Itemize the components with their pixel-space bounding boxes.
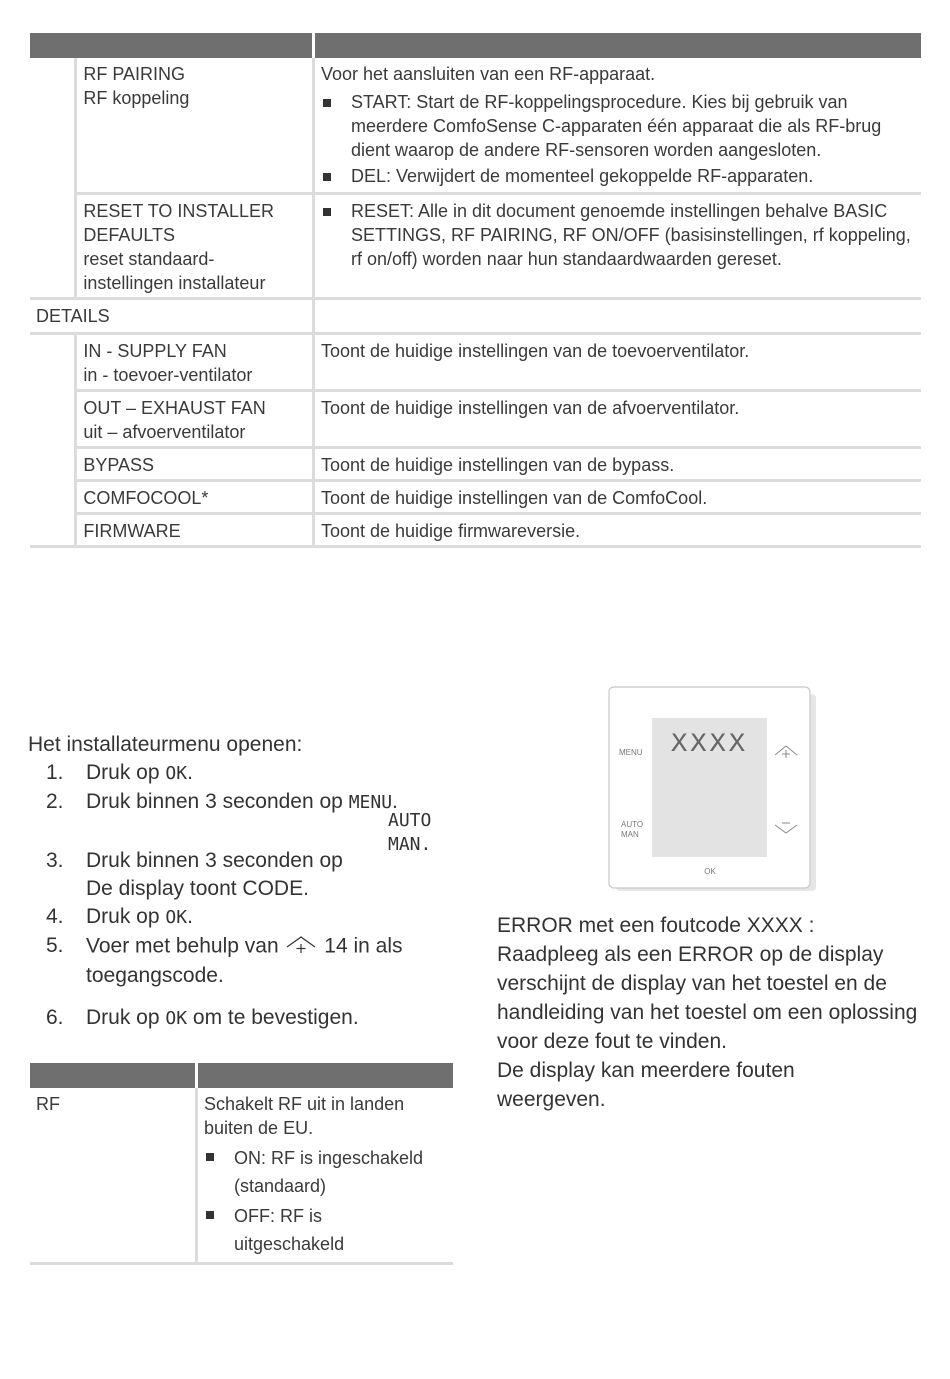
row-description: Toont de huidige instellingen van de toevoerventilator. — [320, 341, 750, 361]
row-description: Toont de huidige instellingen van de ComfoCool. — [320, 488, 708, 508]
list-item: ON: RF is ingeschakeld (standaard) — [204, 1144, 434, 1200]
auto-man-key-label — [388, 809, 431, 857]
man-label: MAN — [621, 830, 639, 839]
installer-instructions — [28, 731, 468, 1033]
table-row — [30, 194, 921, 299]
step-text: 14 in als — [318, 934, 403, 958]
step-text: . — [187, 761, 193, 784]
up-arrow-plus-icon — [284, 932, 318, 962]
label-line: RESET TO INSTALLER DEFAULTS — [83, 201, 275, 245]
bullet-list — [204, 1144, 447, 1258]
bullet-list — [321, 199, 917, 271]
step-text: om te bevestigen. — [187, 1006, 359, 1029]
step-text: . — [392, 790, 398, 813]
step-text: Druk op — [86, 761, 166, 784]
row-description — [198, 1088, 453, 1262]
label-line: reset standaard-instellingen installateur — [83, 249, 266, 293]
table-row — [30, 58, 921, 194]
error-explanation — [497, 911, 937, 1114]
device-screen-text: XXXX — [670, 729, 749, 758]
comfosense-device-illustration — [608, 686, 820, 894]
error-text: De display kan meerdere fouten weergeven. — [497, 1059, 795, 1111]
label-line: uit – afvoerventilator — [83, 422, 246, 442]
section-row — [30, 299, 921, 334]
step-number: 6. — [46, 1006, 64, 1029]
step-number: 2. — [46, 790, 64, 813]
table-row — [30, 391, 921, 448]
header-cell — [30, 1063, 197, 1088]
auto-man-button-label — [621, 820, 643, 840]
row-label: BYPASS — [83, 455, 155, 475]
table-header — [30, 33, 921, 58]
step-number: 5. — [46, 934, 64, 957]
table-row — [30, 514, 921, 547]
step-item — [28, 759, 468, 788]
auto-label: AUTO — [621, 820, 644, 829]
label-line: RF PAIRING — [83, 64, 185, 84]
description-text: Schakelt RF uit in landen buiten de EU. — [204, 1094, 405, 1138]
row-description — [315, 195, 921, 275]
step-text: Druk op — [86, 1006, 166, 1029]
table-row — [30, 334, 921, 391]
step-list — [28, 759, 468, 1033]
man-key-line — [388, 833, 431, 857]
step-item — [28, 1004, 468, 1033]
header-cell — [30, 33, 76, 58]
step-text: Druk op — [86, 905, 166, 928]
header-cell — [313, 33, 921, 58]
rf-table — [30, 1063, 453, 1265]
step-number: 3. — [46, 849, 64, 872]
instructions-lead: Het installateurmenu openen: — [28, 733, 303, 756]
step-item — [28, 903, 468, 932]
step-text: toegangscode. — [86, 964, 224, 987]
settings-table — [30, 33, 921, 548]
ok-key-label: OK — [165, 907, 188, 928]
table-row — [30, 1088, 453, 1264]
row-label — [77, 392, 312, 446]
row-label: FIRMWARE — [83, 521, 181, 541]
error-heading: ERROR met een foutcode XXXX : — [497, 914, 815, 937]
row-description: Toont de huidige instellingen van de bypass. — [320, 455, 675, 475]
step-number: 1. — [46, 761, 64, 784]
step-item — [28, 932, 468, 990]
description-text: Voor het aansluiten van een RF-apparaat. — [320, 64, 656, 84]
header-cell — [76, 33, 314, 58]
step-text: De display toont CODE. — [86, 877, 309, 900]
section-label: DETAILS — [36, 306, 110, 326]
step-text: Voer met behulp van — [86, 934, 285, 958]
step-text: Druk binnen 3 seconden op — [86, 849, 343, 872]
table-row — [30, 481, 921, 514]
step-text: . — [187, 905, 193, 928]
label-line: OUT – EXHAUST FAN — [83, 398, 266, 418]
list-item: OFF: RF is uitgeschakeld — [204, 1202, 364, 1258]
step-number: 4. — [46, 905, 64, 928]
ok-button-label: OK — [704, 867, 716, 876]
list-item: DEL: Verwijdert de momenteel gekoppelde RF-apparaten. — [321, 164, 917, 188]
row-description: Toont de huidige instellingen van de afvoerventilator. — [320, 398, 740, 418]
bullet-list — [321, 90, 917, 188]
label-line: RF koppeling — [83, 88, 190, 108]
list-item: RESET: Alle in dit document genoemde instellingen behalve BASIC SETTINGS, RF PAIRING, RF ON/OFF (basisinstellingen, rf koppeling, rf on/off) worden naar hun standaardwaarden gereset. — [321, 199, 917, 271]
row-label — [77, 335, 312, 389]
row-label — [77, 58, 312, 112]
label-line: IN - SUPPLY FAN — [83, 341, 227, 361]
row-description: Toont de huidige firmwareversie. — [320, 521, 581, 541]
row-description — [315, 58, 921, 192]
auto-key-text: AUTO — [388, 810, 432, 831]
table-header — [30, 1063, 453, 1088]
ok-key-label: OK — [165, 763, 188, 784]
row-label — [77, 195, 312, 297]
menu-key-label: MENU — [348, 792, 393, 813]
label-line: in - toevoer-ventilator — [83, 365, 253, 385]
table-row — [30, 448, 921, 481]
menu-button-label: MENU — [619, 748, 643, 757]
error-text: Raadpleeg als een ERROR op de display verschijnt de display van het toestel en de handleiding van het toestel om een oplossing voor deze fout te vinden. — [497, 943, 918, 1053]
step-item — [28, 810, 468, 903]
step-text: . — [420, 834, 432, 855]
ok-key-label: OK — [165, 1008, 188, 1029]
man-key-text: MAN — [388, 834, 421, 855]
row-label: COMFOCOOL* — [83, 488, 209, 508]
step-text: Druk binnen 3 seconden op — [86, 790, 349, 813]
list-item: START: Start de RF-koppelingsprocedure. Kies bij gebruik van meerdere ComfoSense C-apparaten één apparaat die als RF-brug dient waarop de andere RF-sensoren worden aangesloten. — [321, 90, 891, 162]
row-label: RF — [36, 1094, 60, 1114]
header-cell — [197, 1063, 454, 1088]
